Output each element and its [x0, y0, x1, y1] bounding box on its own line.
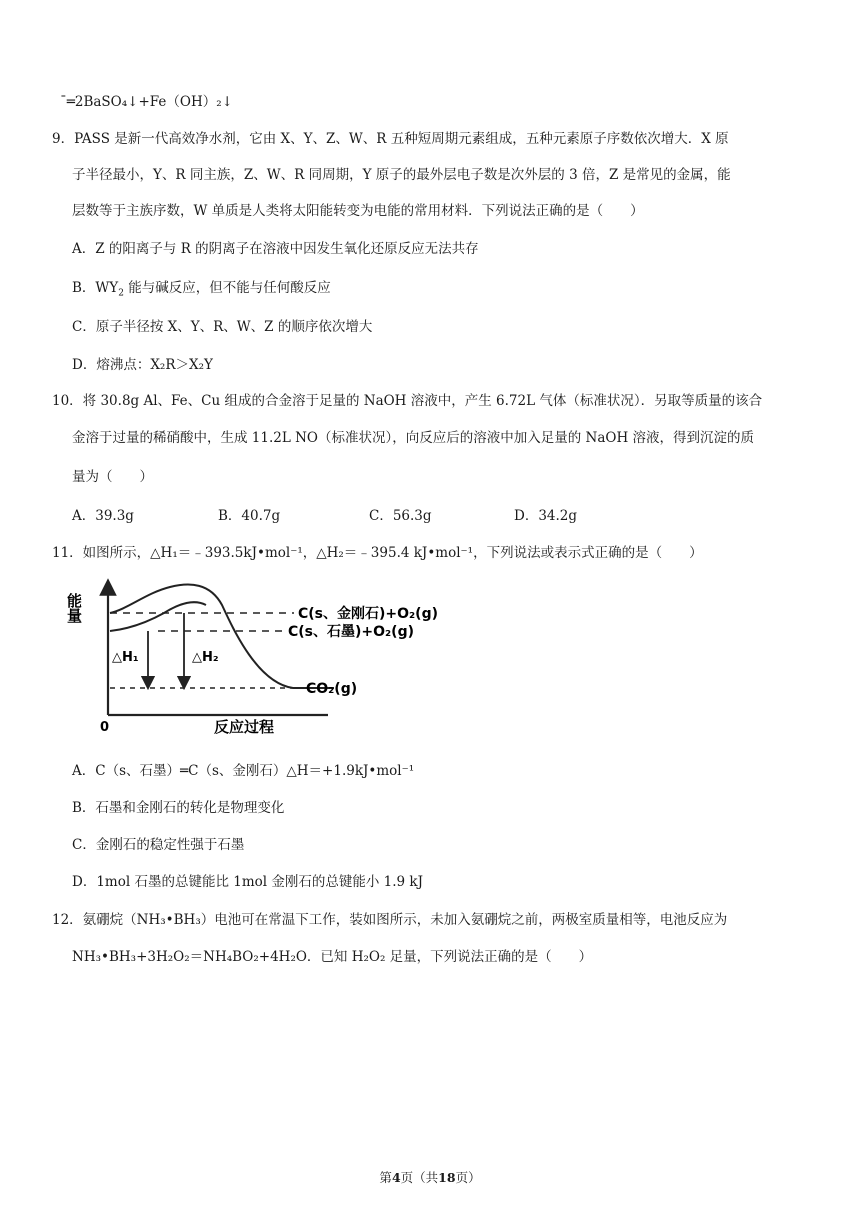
footer-total-pages: 18	[438, 1170, 456, 1185]
q12-stem-line-1: 12．氨硼烷（NH₃•BH₃）电池可在常温下工作，装如图所示，未加入氨硼烷之前，两极室质量相等，电池反应为	[52, 912, 728, 928]
q11-option-d: D．1mol 石墨的总键能比 1mol 金刚石的总键能小 1.9 kJ	[72, 874, 424, 890]
q10-option-a: A．39.3g	[72, 508, 134, 524]
diamond-curve	[110, 585, 293, 688]
previous-answer-tail: ˉ═2BaSO₄↓+Fe（OH）₂↓	[60, 94, 233, 110]
x-axis-label: 反应过程	[214, 718, 275, 736]
footer-pre: 第	[379, 1170, 392, 1185]
q9-stem-line-1: 9．PASS 是新一代高效净水剂，它由 X、Y、Z、W、R 五种短周期元素组成，五种元素原子序数依次增大．X 原	[52, 131, 729, 147]
origin-label: 0	[100, 720, 110, 735]
q9-option-b	[72, 276, 331, 299]
y-axis-label: 能量	[65, 593, 83, 623]
q10-stem-line-2: 金溶于过量的稀硝酸中，生成 11.2L NO（标准状况），向反应后的溶液中加入足量的 NaOH 溶液，得到沉淀的质	[72, 430, 755, 446]
product-level-label: CO₂(g)	[306, 681, 358, 697]
q10-option-c: C．56.3g	[369, 508, 432, 524]
q11-option-a: A．C（s、石墨）═C（s、金刚石）△H＝+1.9kJ•mol⁻¹	[72, 763, 415, 779]
q9-option-d: D．熔沸点：X₂R＞X₂Y	[72, 357, 213, 373]
q9-option-b-post: 能与碱反应，但不能与任何酸反应	[123, 280, 331, 296]
footer-mid: 页（共	[400, 1170, 439, 1185]
q11-option-b: B．石墨和金刚石的转化是物理变化	[72, 800, 285, 816]
graphite-level-label: C(s、石墨)+O₂(g)	[288, 624, 414, 640]
dh1-label: △H₁	[112, 650, 139, 665]
page-footer	[0, 1168, 860, 1186]
q9-option-b-sub: 2	[118, 288, 124, 299]
q10-stem-line-3: 量为（ ）	[72, 469, 153, 485]
q10-stem-line-1: 10．将 30.8g Al、Fe、Cu 组成的合金溶于足量的 NaOH 溶液中，产生 6.72L 气体（标准状况）．另取等质量的该合	[52, 393, 763, 409]
q11-option-c: C．金刚石的稳定性强于石墨	[72, 837, 245, 853]
q10-option-b: B．40.7g	[218, 508, 281, 524]
q9-option-b-pre: B．WY	[72, 280, 119, 296]
energy-diagram	[65, 575, 518, 736]
q12-stem-line-2: NH₃•BH₃+3H₂O₂＝NH₄BO₂+4H₂O．已知 H₂O₂ 足量，下列说法正确的是（ ）	[72, 949, 593, 965]
q9-stem-line-2: 子半径最小，Y、R 同主族，Z、W、R 同周期，Y 原子的最外层电子数是次外层的 3 倍，Z 是常见的金属，能	[72, 167, 731, 183]
q9-stem-line-3: 层数等于主族序数，W 单质是人类将太阳能转变为电能的常用材料．下列说法正确的是（ ）	[72, 203, 644, 219]
q11-stem: 11．如图所示，△H₁＝﹣393.5kJ•mol⁻¹，△H₂＝﹣395.4 kJ•mol⁻¹，下列说法或表示式正确的是（ ）	[52, 545, 703, 561]
footer-page-number: 4	[391, 1170, 401, 1185]
diamond-level-label: C(s、金刚石)+O₂(g)	[298, 606, 438, 622]
q10-option-d: D．34.2g	[514, 508, 578, 524]
q9-option-c: C．原子半径按 X、Y、R、W、Z 的顺序依次增大	[72, 319, 373, 335]
q9-option-a: A．Z 的阳离子与 R 的阴离子在溶液中因发生氧化还原反应无法共存	[72, 241, 479, 257]
dh2-label: △H₂	[192, 650, 219, 665]
footer-post: 页）	[455, 1170, 481, 1185]
